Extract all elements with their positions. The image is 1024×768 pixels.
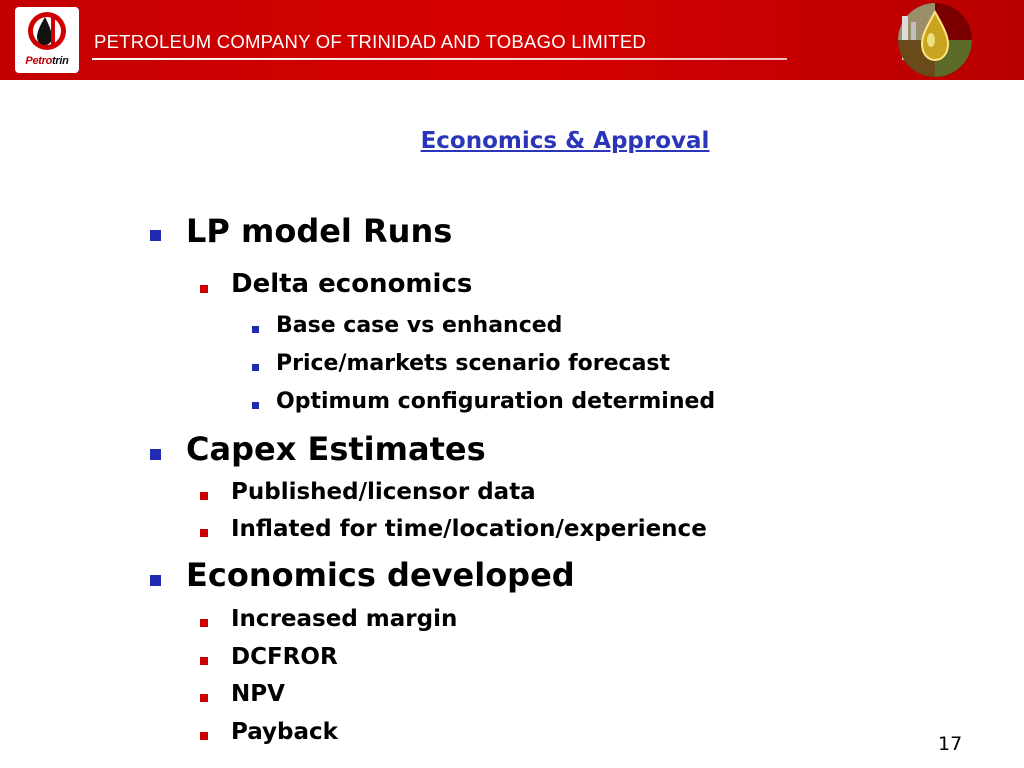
bullet-level2: Payback <box>231 719 338 745</box>
bullet-level2: Increased margin <box>231 606 458 632</box>
bullet-level3: Optimum configuration determined <box>276 389 716 414</box>
logo-wordmark: Petrotrin <box>25 55 69 67</box>
company-name: PETROLEUM COMPANY OF TRINIDAD AND TOBAGO LIMITED <box>94 31 647 52</box>
bullet-level2: NPV <box>231 681 285 707</box>
bullet-marker <box>200 657 208 665</box>
bullet-marker <box>200 529 208 537</box>
oil-drop-emblem-icon <box>882 2 988 78</box>
bullet-level2: Delta economics <box>231 269 473 299</box>
bullet-marker <box>150 575 161 586</box>
bullet-marker <box>252 364 259 371</box>
bullet-marker <box>200 694 208 702</box>
bullet-marker <box>252 326 259 333</box>
bullet-marker <box>200 732 208 740</box>
bullet-level2: Inflated for time/location/experience <box>231 516 707 542</box>
slide-title: Economics & Approval <box>420 128 710 154</box>
bullet-marker <box>150 449 161 460</box>
header-divider <box>92 58 787 60</box>
company-header <box>0 0 1024 80</box>
bullet-marker <box>200 492 208 500</box>
bullet-level3: Base case vs enhanced <box>276 313 563 338</box>
bullet-level3: Price/markets scenario forecast <box>276 351 671 376</box>
bullet-marker <box>150 230 161 241</box>
page-number: 17 <box>938 733 963 755</box>
bullet-marker <box>200 619 208 627</box>
bullet-level2: Published/licensor data <box>231 479 536 505</box>
bullet-marker <box>252 402 259 409</box>
bullet-level1: LP model Runs <box>186 212 453 250</box>
bullet-marker <box>200 285 208 293</box>
oil-drop-logo-icon <box>15 7 79 57</box>
bullet-level1: Economics developed <box>186 556 575 594</box>
petrotrin-logo <box>15 7 79 73</box>
bullet-level2: DCFROR <box>231 644 338 670</box>
bullet-level1: Capex Estimates <box>186 430 486 468</box>
